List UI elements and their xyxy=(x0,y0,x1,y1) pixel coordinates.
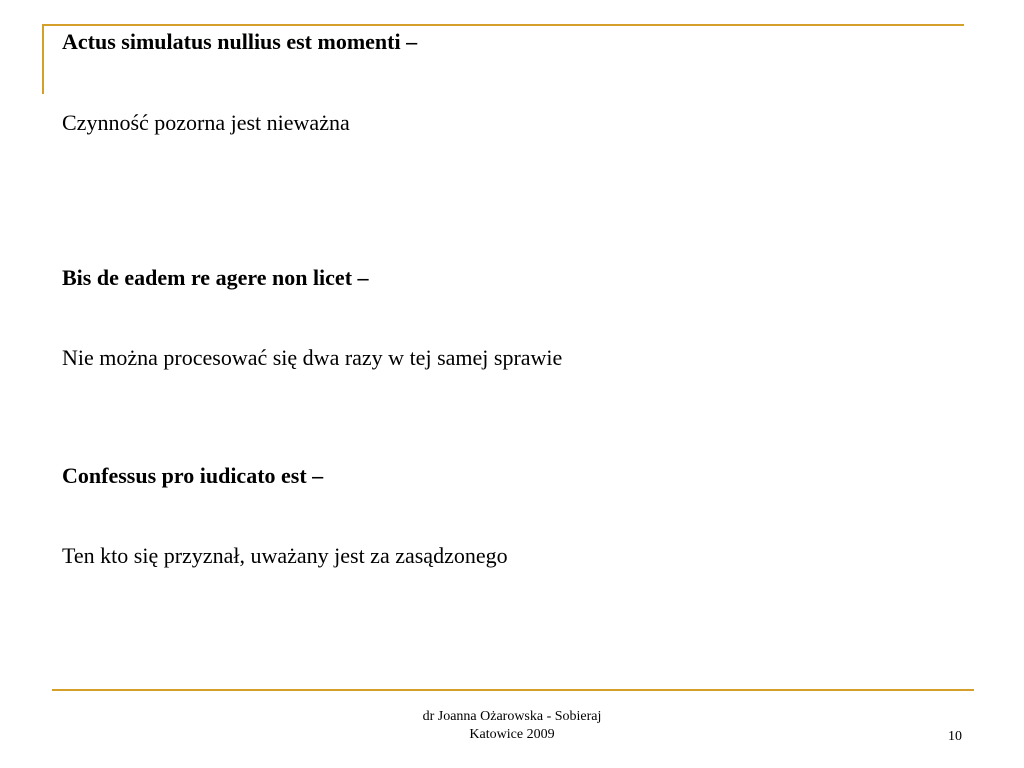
footer-author: dr Joanna Ożarowska - Sobieraj xyxy=(422,709,602,724)
bottom-accent-line xyxy=(52,689,974,691)
translation-2: Nie można procesować się dwa razy w tej samej sprawie xyxy=(62,345,563,370)
maxim-2: Bis de eadem re agere non licet – xyxy=(62,265,369,290)
footer xyxy=(312,708,712,744)
top-accent-line xyxy=(42,24,964,26)
translation-3: Ten kto się przyznał, uważany jest za zasądzonego xyxy=(62,543,508,568)
translation-1: Czynność pozorna jest nieważna xyxy=(62,110,350,135)
maxim-1: Actus simulatus nullius est momenti – xyxy=(62,29,418,54)
page-number: 10 xyxy=(948,729,962,744)
footer-place-year: Katowice 2009 xyxy=(469,727,555,742)
left-accent-line xyxy=(42,24,44,94)
maxim-3: Confessus pro iudicato est – xyxy=(62,463,324,488)
